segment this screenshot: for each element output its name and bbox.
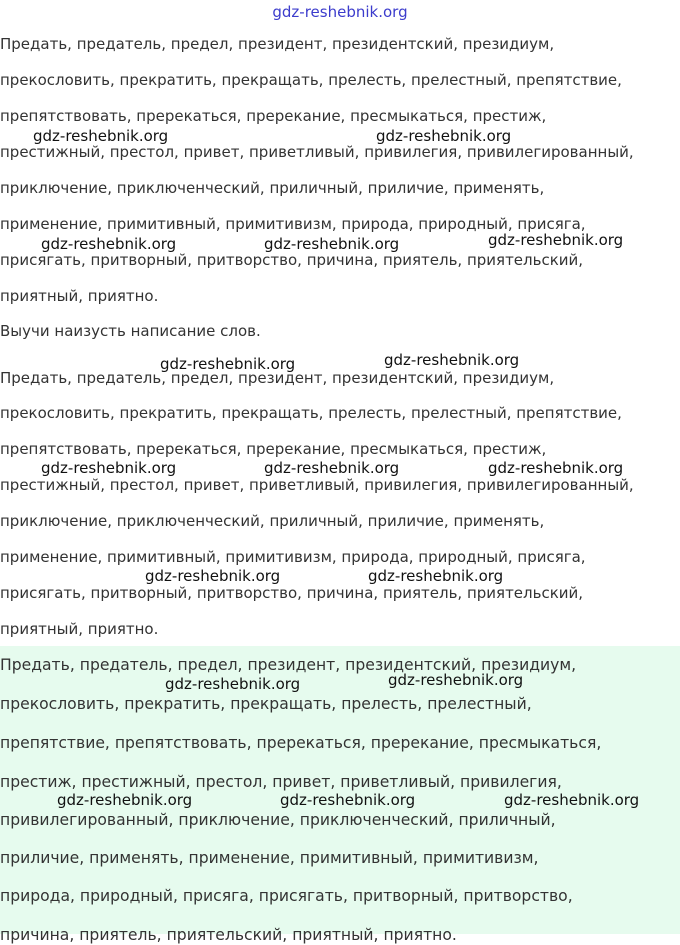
text-line: привилегированный, приключение, приключенческий, приличный, (0, 811, 556, 829)
text-line: Предать, предатель, предел, президент, президентский, президиум, (0, 656, 577, 674)
site-header: gdz-reshebnik.org (272, 3, 408, 21)
watermark: gdz-reshebnik.org (488, 459, 624, 477)
text-line: Предать, предатель, предел, президент, президентский, президиум, (0, 369, 555, 387)
text-line: препятствовать, пререкаться, пререкание, пресмыкаться, престиж, (0, 107, 547, 125)
text-line: природа, природный, присяга, присягать, притворный, притворство, (0, 887, 573, 905)
watermark: gdz-reshebnik.org (264, 459, 400, 477)
text-line: приключение, приключенческий, приличный, приличие, применять, (0, 179, 545, 197)
watermark: gdz-reshebnik.org (41, 235, 177, 253)
text-line: прекословить, прекратить, прекращать, прелесть, прелестный, препятствие, (0, 71, 622, 89)
watermark: gdz-reshebnik.org (33, 127, 169, 145)
text-line: применение, примитивный, примитивизм, природа, природный, присяга, (0, 548, 586, 566)
text-line: прекословить, прекратить, прекращать, прелесть, прелестный, (0, 695, 532, 713)
watermark: gdz-reshebnik.org (368, 567, 504, 585)
watermark: gdz-reshebnik.org (165, 675, 301, 693)
text-line: приличие, применять, применение, примитивный, примитивизм, (0, 849, 539, 867)
watermark: gdz-reshebnik.org (264, 235, 400, 253)
watermark: gdz-reshebnik.org (388, 671, 524, 689)
text-line: прекословить, прекратить, прекращать, прелесть, прелестный, препятствие, (0, 404, 622, 422)
watermark: gdz-reshebnik.org (376, 127, 512, 145)
text-line: престиж, престижный, престол, привет, приветливый, привилегия, (0, 773, 562, 791)
watermark: gdz-reshebnik.org (57, 791, 193, 809)
text-line: препятствовать, пререкаться, пререкание, пресмыкаться, престиж, (0, 440, 547, 458)
text-line: престижный, престол, привет, приветливый, привилегия, привилегированный, (0, 476, 634, 494)
text-line: приятный, приятно. (0, 620, 159, 638)
watermark: gdz-reshebnik.org (145, 567, 281, 585)
watermark: gdz-reshebnik.org (384, 351, 520, 369)
watermark: gdz-reshebnik.org (160, 355, 296, 373)
text-line: причина, приятель, приятельский, приятный, приятно. (0, 926, 457, 944)
text-line: Предать, предатель, предел, президент, президентский, президиум, (0, 35, 555, 53)
text-line: присягать, притворный, притворство, причина, приятель, приятельский, (0, 584, 584, 602)
instruction-text: Выучи наизусть написание слов. (0, 322, 261, 340)
answer-block (0, 646, 680, 944)
watermark: gdz-reshebnik.org (488, 231, 624, 249)
text-line: престижный, престол, привет, приветливый, привилегия, привилегированный, (0, 143, 634, 161)
watermark: gdz-reshebnik.org (280, 791, 416, 809)
text-line: препятствие, препятствовать, пререкаться, пререкание, пресмыкаться, (0, 734, 602, 752)
text-line: присягать, притворный, притворство, причина, приятель, приятельский, (0, 251, 584, 269)
text-line: применение, примитивный, примитивизм, природа, природный, присяга, (0, 215, 586, 233)
watermark: gdz-reshebnik.org (504, 791, 640, 809)
text-line: приятный, приятно. (0, 287, 159, 305)
watermark: gdz-reshebnik.org (41, 459, 177, 477)
text-line: приключение, приключенческий, приличный, приличие, применять, (0, 512, 545, 530)
